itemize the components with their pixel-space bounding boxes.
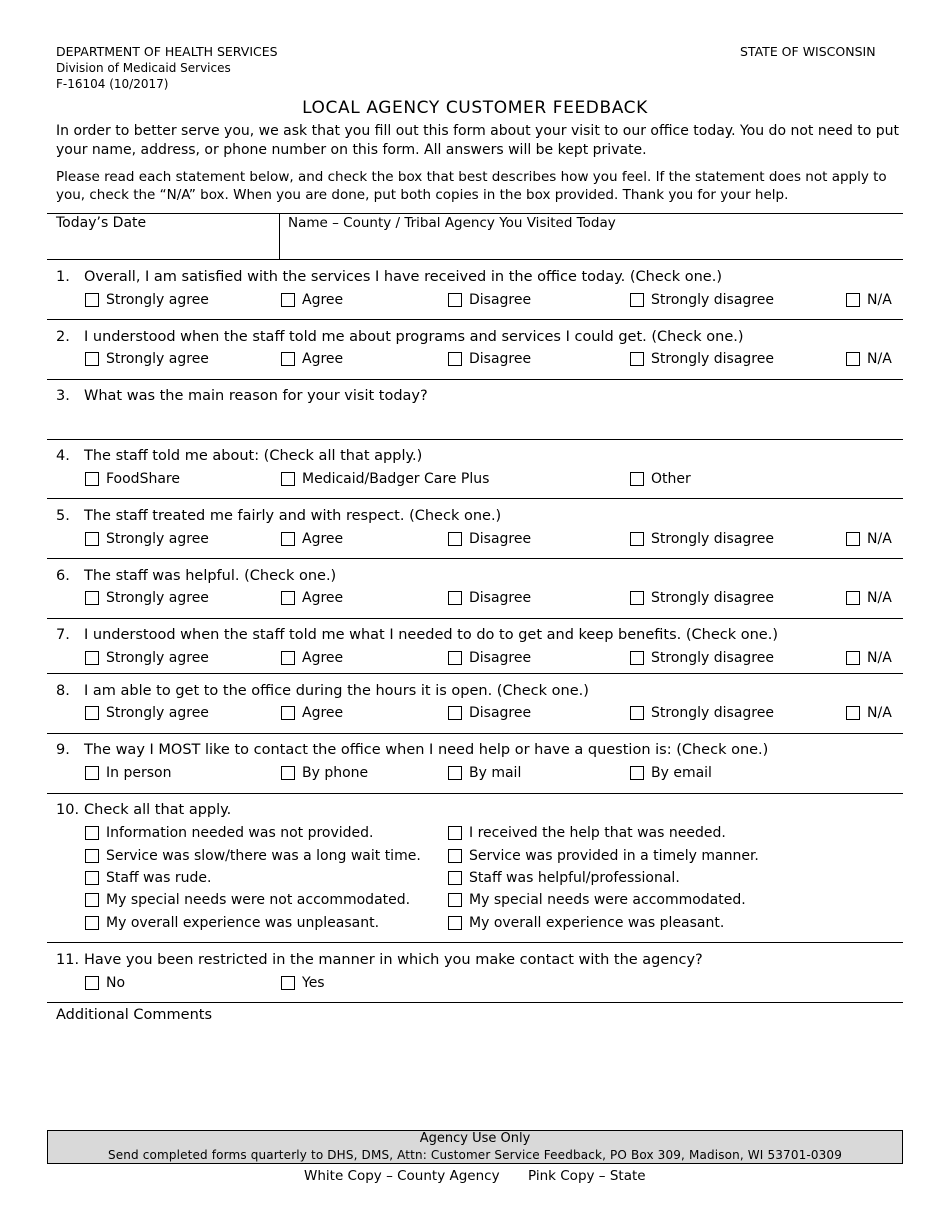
field-divider [279, 213, 280, 259]
agency-use-box [47, 1130, 903, 1164]
checkbox[interactable] [85, 352, 99, 366]
option-label: Other [651, 471, 691, 487]
divider [47, 213, 903, 214]
q8-agree-option[interactable] [281, 705, 343, 721]
option-label: My overall experience was pleasant. [469, 915, 725, 931]
checkbox[interactable] [281, 651, 295, 665]
q1-na-option[interactable] [846, 292, 892, 308]
checkbox[interactable] [448, 293, 462, 307]
checkbox[interactable] [85, 472, 99, 486]
checkbox[interactable] [85, 766, 99, 780]
q4-medicaid-option[interactable] [281, 471, 489, 487]
divider [47, 793, 903, 794]
checkbox[interactable] [281, 976, 295, 990]
checkbox[interactable] [85, 706, 99, 720]
option-label: Service was provided in a timely manner. [469, 848, 759, 864]
q10-right-option-5[interactable] [448, 915, 724, 931]
checkbox[interactable] [448, 916, 462, 930]
checkbox[interactable] [448, 826, 462, 840]
option-label: Strongly agree [106, 650, 209, 666]
q7-na-option[interactable] [846, 650, 892, 666]
option-label: My overall experience was unpleasant. [106, 915, 380, 931]
option-label: Medicaid/Badger Care Plus [302, 471, 490, 487]
q10-right-option-1[interactable] [448, 825, 726, 841]
state-name: STATE OF WISCONSIN [740, 44, 876, 59]
pink-copy-note: Pink Copy – State [528, 1168, 646, 1184]
option-label: Strongly disagree [651, 531, 774, 547]
option-label: Agree [302, 590, 344, 606]
department-name: DEPARTMENT OF HEALTH SERVICES [56, 44, 278, 59]
divider [47, 618, 903, 619]
checkbox[interactable] [85, 893, 99, 907]
divider [47, 439, 903, 440]
checkbox[interactable] [448, 651, 462, 665]
checkbox[interactable] [448, 352, 462, 366]
option-label: Yes [302, 975, 325, 991]
q6-strongly-disagree-option[interactable] [630, 590, 774, 606]
question-1-text: Overall, I am satisfied with the services I have received in the office today. (Check one.) [84, 269, 722, 285]
q10-left-option-1[interactable] [85, 825, 374, 841]
checkbox[interactable] [85, 826, 99, 840]
instructions-line-2: you, check the “N/A” box. When you are done, put both copies in the box provided. Thank you for your help. [56, 187, 789, 203]
option-label: Agree [302, 531, 344, 547]
intro-line-2: your name, address, or phone number on this form. All answers will be kept private. [56, 142, 647, 158]
additional-comments-field[interactable] [56, 1028, 896, 1123]
question-4-text: The staff told me about: (Check all that apply.) [84, 448, 423, 464]
question-10-text: Check all that apply. [84, 802, 232, 818]
q2-strongly-disagree-option[interactable] [630, 351, 774, 367]
checkbox[interactable] [448, 591, 462, 605]
option-label: N/A [867, 351, 892, 367]
checkbox[interactable] [846, 651, 860, 665]
checkbox[interactable] [448, 706, 462, 720]
option-label: Strongly disagree [651, 650, 774, 666]
checkbox[interactable] [281, 472, 295, 486]
option-label: Disagree [469, 590, 532, 606]
option-label: N/A [867, 531, 892, 547]
question-2-text: I understood when the staff told me about programs and services I could get. (Check one.) [84, 329, 744, 345]
q2-disagree-option[interactable] [448, 351, 531, 367]
q10-right-option-2[interactable] [448, 848, 759, 864]
option-label: Agree [302, 705, 344, 721]
checkbox[interactable] [281, 293, 295, 307]
q6-na-option[interactable] [846, 590, 892, 606]
checkbox[interactable] [281, 352, 295, 366]
option-label: Strongly disagree [651, 705, 774, 721]
q8-disagree-option[interactable] [448, 705, 531, 721]
option-label: Strongly agree [106, 705, 209, 721]
q2-strongly-agree-option[interactable] [85, 351, 209, 367]
q6-disagree-option[interactable] [448, 590, 531, 606]
option-label: Disagree [469, 531, 532, 547]
checkbox[interactable] [281, 766, 295, 780]
checkbox[interactable] [85, 916, 99, 930]
white-copy-note: White Copy – County Agency [304, 1168, 500, 1184]
q6-strongly-agree-option[interactable] [85, 590, 209, 606]
q10-right-option-3[interactable] [448, 870, 680, 886]
q11-no-option[interactable] [85, 975, 125, 991]
divider [47, 942, 903, 943]
checkbox[interactable] [281, 706, 295, 720]
question-7-text: I understood when the staff told me what I needed to do to get and keep benefits. (Check one.) [84, 627, 778, 643]
option-label: N/A [867, 292, 892, 308]
checkbox[interactable] [630, 706, 644, 720]
question-2-number: 2. [56, 329, 70, 345]
divider [47, 1002, 903, 1003]
q10-right-option-4[interactable] [448, 892, 746, 908]
question-8-number: 8. [56, 683, 70, 699]
division-name: Division of Medicaid Services [56, 61, 231, 75]
option-label: Strongly agree [106, 590, 209, 606]
checkbox[interactable] [630, 352, 644, 366]
divider [47, 558, 903, 559]
checkbox[interactable] [448, 849, 462, 863]
question-11-text: Have you been restricted in the manner in which you make contact with the agency? [84, 952, 703, 968]
question-1-number: 1. [56, 269, 70, 285]
q5-strongly-disagree-option[interactable] [630, 531, 774, 547]
question-10-number: 10. [56, 802, 80, 818]
q6-agree-option[interactable] [281, 590, 343, 606]
option-label: Disagree [469, 650, 532, 666]
checkbox[interactable] [85, 591, 99, 605]
divider [47, 259, 903, 260]
q11-yes-option[interactable] [281, 975, 325, 991]
option-label: No [106, 975, 126, 991]
checkbox[interactable] [846, 591, 860, 605]
divider [47, 498, 903, 499]
checkbox[interactable] [281, 591, 295, 605]
q9-by-mail-option[interactable] [448, 765, 521, 781]
option-label: By phone [302, 765, 369, 781]
checkbox[interactable] [630, 532, 644, 546]
divider [47, 673, 903, 674]
agency-use-label: Agency Use Only [419, 1131, 531, 1146]
checkbox[interactable] [630, 293, 644, 307]
checkbox[interactable] [846, 293, 860, 307]
q5-agree-option[interactable] [281, 531, 343, 547]
q1-strongly-agree-option[interactable] [85, 292, 209, 308]
option-label: Strongly disagree [651, 590, 774, 606]
checkbox[interactable] [281, 532, 295, 546]
divider [47, 379, 903, 380]
q9-by-email-option[interactable] [630, 765, 712, 781]
option-label: I received the help that was needed. [469, 825, 726, 841]
option-label: Agree [302, 650, 344, 666]
checkbox[interactable] [85, 976, 99, 990]
option-label: Disagree [469, 705, 532, 721]
option-label: Strongly disagree [651, 292, 774, 308]
visit-reason-field[interactable] [84, 408, 894, 436]
checkbox[interactable] [630, 591, 644, 605]
checkbox[interactable] [630, 472, 644, 486]
q10-left-option-5[interactable] [85, 915, 379, 931]
instructions-line-1: Please read each statement below, and check the box that best describes how you feel. If the statement does not apply to [56, 169, 887, 185]
option-label: FoodShare [106, 471, 180, 487]
option-label: Agree [302, 351, 344, 367]
checkbox[interactable] [448, 532, 462, 546]
divider [47, 733, 903, 734]
additional-comments-label: Additional Comments [56, 1007, 212, 1023]
checkbox[interactable] [630, 651, 644, 665]
option-label: N/A [867, 590, 892, 606]
q7-strongly-agree-option[interactable] [85, 650, 209, 666]
agency-field[interactable] [281, 231, 901, 258]
checkbox[interactable] [630, 766, 644, 780]
question-9-text: The way I MOST like to contact the office when I need help or have a question is: (Check one.) [84, 742, 769, 758]
option-label: Information needed was not provided. [106, 825, 374, 841]
checkbox[interactable] [85, 293, 99, 307]
q8-strongly-agree-option[interactable] [85, 705, 209, 721]
checkbox[interactable] [448, 893, 462, 907]
q10-left-option-2[interactable] [85, 848, 421, 864]
option-label: Agree [302, 292, 344, 308]
question-8-text: I am able to get to the office during the hours it is open. (Check one.) [84, 683, 589, 699]
checkbox[interactable] [85, 651, 99, 665]
option-label: Staff was rude. [106, 870, 212, 886]
question-7-number: 7. [56, 627, 70, 643]
checkbox[interactable] [846, 706, 860, 720]
q7-strongly-disagree-option[interactable] [630, 650, 774, 666]
agency-label: Name – County / Tribal Agency You Visited Today [288, 215, 616, 231]
option-label: By mail [469, 765, 522, 781]
checkbox[interactable] [85, 532, 99, 546]
q1-agree-option[interactable] [281, 292, 343, 308]
question-9-number: 9. [56, 742, 70, 758]
question-6-number: 6. [56, 568, 70, 584]
date-label: Today’s Date [56, 215, 147, 231]
divider [47, 319, 903, 320]
option-label: Strongly disagree [651, 351, 774, 367]
q9-in-person-option[interactable] [85, 765, 171, 781]
q4-foodshare-option[interactable] [85, 471, 180, 487]
option-label: N/A [867, 650, 892, 666]
q10-left-option-4[interactable] [85, 892, 410, 908]
question-3-number: 3. [56, 388, 70, 404]
q7-disagree-option[interactable] [448, 650, 531, 666]
checkbox[interactable] [448, 766, 462, 780]
intro-line-1: In order to better serve you, we ask that you fill out this form about your visit to our office today. You do not need to put [56, 123, 900, 139]
option-label: N/A [867, 705, 892, 721]
question-5-text: The staff treated me fairly and with respect. (Check one.) [84, 508, 502, 524]
q5-strongly-agree-option[interactable] [85, 531, 209, 547]
option-label: Strongly agree [106, 531, 209, 547]
q8-na-option[interactable] [846, 705, 892, 721]
q1-disagree-option[interactable] [448, 292, 531, 308]
q2-agree-option[interactable] [281, 351, 343, 367]
option-label: Disagree [469, 351, 532, 367]
form-id: F-16104 (10/2017) [56, 77, 169, 91]
option-label: My special needs were accommodated. [469, 892, 746, 908]
form-title: LOCAL AGENCY CUSTOMER FEEDBACK [302, 98, 648, 118]
q4-other-option[interactable] [630, 471, 691, 487]
q8-strongly-disagree-option[interactable] [630, 705, 774, 721]
option-label: Strongly agree [106, 351, 209, 367]
send-to-address: Send completed forms quarterly to DHS, DMS, Attn: Customer Service Feedback, PO Box 309, Madison, WI 53701-0309 [107, 1148, 843, 1162]
checkbox[interactable] [448, 871, 462, 885]
q9-by-phone-option[interactable] [281, 765, 368, 781]
checkbox[interactable] [85, 849, 99, 863]
q2-na-option[interactable] [846, 351, 892, 367]
question-3-text: What was the main reason for your visit today? [84, 388, 428, 404]
question-6-text: The staff was helpful. (Check one.) [84, 568, 337, 584]
option-label: My special needs were not accommodated. [106, 892, 411, 908]
checkbox[interactable] [846, 352, 860, 366]
date-field[interactable] [48, 231, 278, 258]
q1-strongly-disagree-option[interactable] [630, 292, 774, 308]
option-label: Disagree [469, 292, 532, 308]
question-5-number: 5. [56, 508, 70, 524]
option-label: Strongly agree [106, 292, 209, 308]
q5-na-option[interactable] [846, 531, 892, 547]
option-label: Staff was helpful/professional. [469, 870, 680, 886]
question-11-number: 11. [56, 952, 80, 968]
option-label: By email [651, 765, 712, 781]
q7-agree-option[interactable] [281, 650, 343, 666]
checkbox[interactable] [846, 532, 860, 546]
q10-left-option-3[interactable] [85, 870, 211, 886]
option-label: Service was slow/there was a long wait time. [106, 848, 421, 864]
question-4-number: 4. [56, 448, 70, 464]
checkbox[interactable] [85, 871, 99, 885]
q5-disagree-option[interactable] [448, 531, 531, 547]
option-label: In person [106, 765, 172, 781]
